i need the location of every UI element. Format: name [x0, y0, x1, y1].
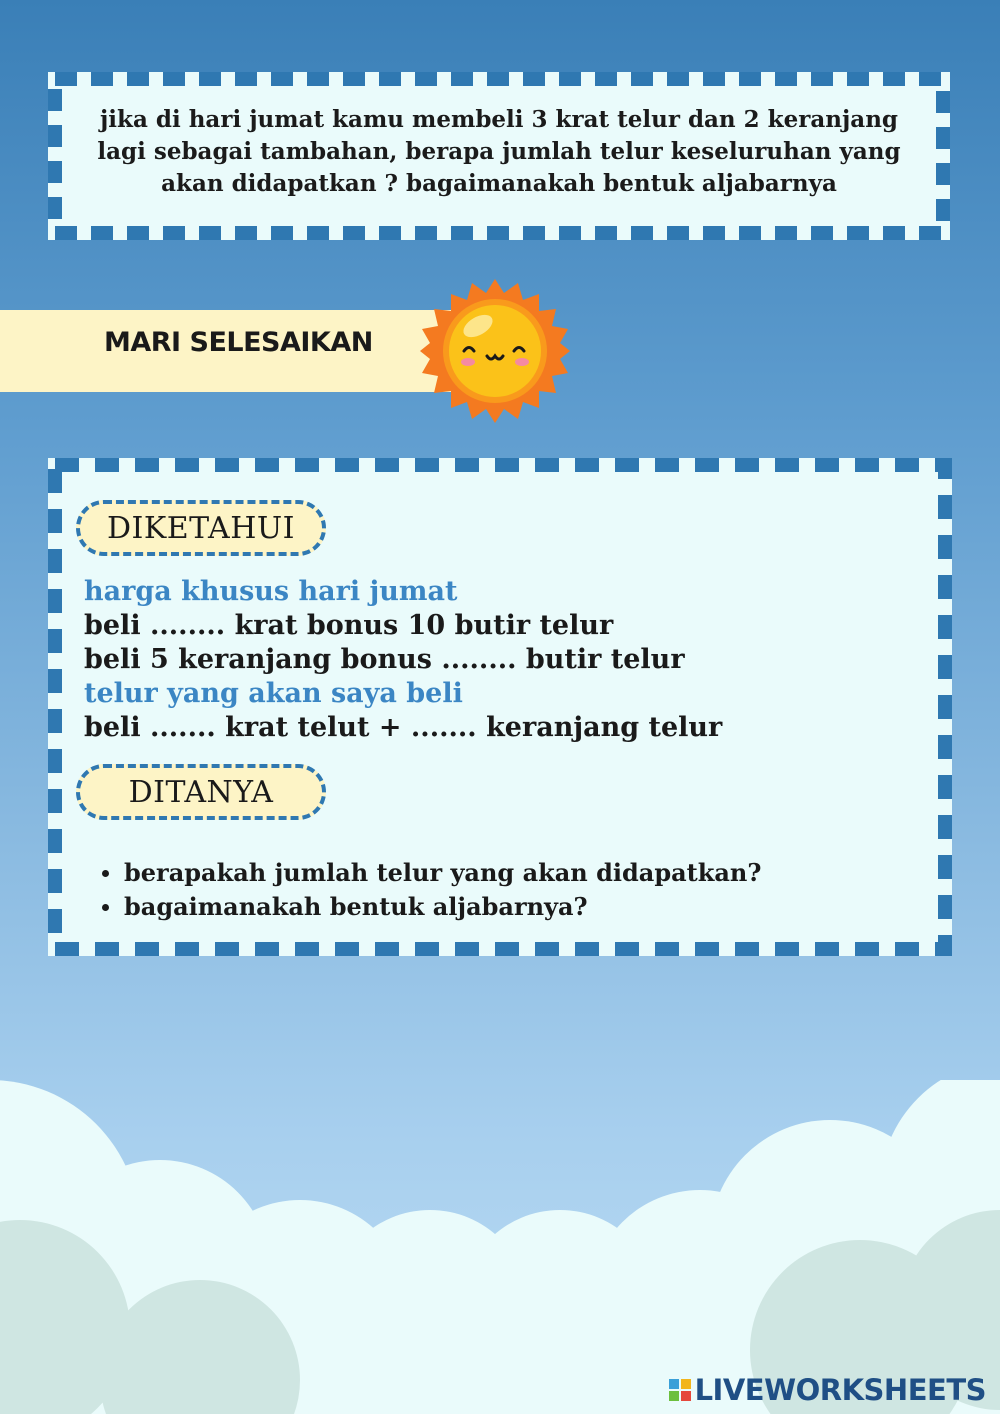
watermark	[669, 1374, 986, 1406]
question-text: jika di hari jumat kamu membeli 3 krat telur dan 2 keranjang lagi sebagai tambahan, berapa jumlah telur keseluruhan yang akan didapatkan ? bagaimanakah bentuk aljabarnya	[97, 106, 901, 197]
known-line-3: beli ....... krat telut + ....... keranjang telur	[84, 712, 723, 743]
list-item: berapakah jumlah telur yang akan didapatkan?	[100, 856, 761, 890]
asked-list	[100, 856, 761, 924]
liveworksheets-logo-icon	[669, 1379, 691, 1401]
known-line-1: beli ........ krat bonus 10 butir telur	[84, 610, 614, 641]
sun-icon	[420, 276, 570, 426]
known-subheading-2: telur yang akan saya beli	[84, 678, 463, 709]
known-heading: DIKETAHUI	[76, 500, 326, 556]
known-line-2: beli 5 keranjang bonus ........ butir telur	[84, 644, 685, 675]
banner-label: MARI SELESAIKAN	[104, 327, 373, 358]
list-item: bagaimanakah bentuk aljabarnya?	[100, 890, 761, 924]
known-subheading-1: harga khusus hari jumat	[84, 576, 458, 607]
clouds-decoration	[0, 1080, 1000, 1414]
watermark-text: LIVEWORKSHEETS	[694, 1373, 986, 1407]
asked-heading: DITANYA	[76, 764, 326, 820]
question-box	[48, 72, 950, 240]
